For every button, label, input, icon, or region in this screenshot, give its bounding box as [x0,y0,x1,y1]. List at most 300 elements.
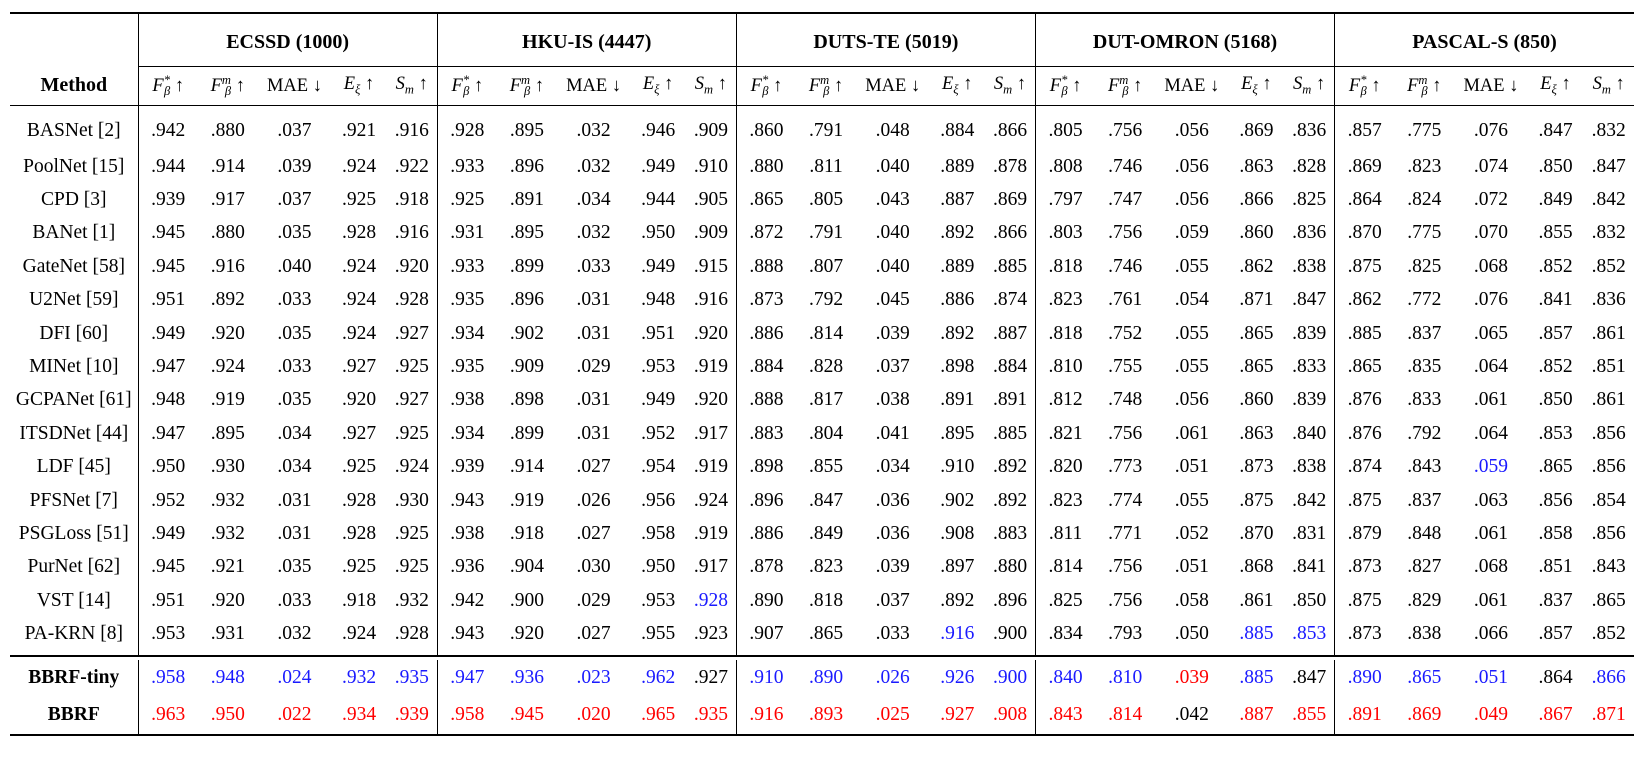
table-cell: .034 [875,456,910,478]
table-cell: .820 [1048,456,1083,478]
metric-header-cell: $E_\xi$ ↑ [941,74,973,97]
table-cell: .939 [387,697,437,735]
table-cell: .842 [1284,484,1334,517]
table-cell: .878 [749,556,784,578]
table-cell: .924 [341,289,377,311]
table-cell: .056 [1174,155,1209,177]
table-cell: .927 [686,660,736,697]
table-cell: .051 [1174,556,1209,578]
table-row [10,551,1634,584]
table-cell: .024 [277,667,312,689]
method-name: BASNet [2] [10,106,138,150]
metric-header-cell: MAE ↓ [1164,75,1220,96]
metric-header-cell: $S_m$ ↑ [985,67,1035,106]
table-cell: .870 [1347,222,1382,244]
table-row [10,617,1634,655]
table-cell: .838 [1407,623,1442,645]
table-cell: .927 [341,356,377,378]
table-cell: .921 [341,120,377,141]
table-cell: .916 [387,106,437,150]
table-cell: .756 [1108,556,1143,578]
table-cell: .850 [1538,389,1573,411]
table-cell: .952 [641,422,676,444]
table-cell: .892 [210,289,245,311]
table-row [10,350,1634,383]
table-cell: .916 [686,284,736,317]
table-cell: .932 [210,522,245,544]
method-name: ITSDNet [44] [10,417,138,450]
table-cell: .931 [450,222,485,244]
table-cell: .874 [985,284,1035,317]
table-cell: .910 [940,456,975,478]
table-cell: .951 [641,322,676,344]
table-cell: .884 [940,120,975,141]
table-cell: .869 [1347,155,1382,177]
table-cell: .890 [808,667,844,689]
dataset-header-row [10,14,1634,67]
table-cell: .902 [940,489,975,511]
table-cell: .805 [808,189,844,211]
table-cell: .899 [509,255,544,277]
table-cell: .068 [1473,255,1509,277]
table-cell: .963 [151,704,186,726]
table-cell: .803 [1048,222,1083,244]
table-cell: .843 [1591,556,1626,578]
table-cell: .866 [985,106,1035,150]
table-cell: .862 [1347,289,1382,311]
table-cell: .756 [1108,120,1143,141]
table-cell: .857 [1538,322,1573,344]
table-cell: .924 [341,322,377,344]
table-cell: .883 [985,517,1035,550]
metric-header-cell: $E_\xi$ ↑ [343,74,375,97]
table-cell: .896 [749,489,784,511]
table-cell: .920 [341,389,377,411]
table-cell: .831 [1284,517,1334,550]
table-cell: .823 [808,556,844,578]
table-cell: .919 [686,350,736,383]
table-cell: .039 [1174,667,1209,689]
table-cell: .027 [576,623,611,645]
table-cell: .885 [1347,322,1382,344]
table-cell: .945 [509,704,544,726]
table-cell: .807 [808,255,844,277]
metric-header-cell: $E_\xi$ ↑ [1540,74,1571,97]
table-cell: .910 [749,667,784,689]
table-cell: .051 [1174,456,1209,478]
table-cell: .837 [1538,589,1573,611]
table-cell: .920 [210,322,245,344]
table-cell: .853 [1538,422,1573,444]
table-cell: .918 [387,183,437,216]
table-cell: .812 [1048,389,1083,411]
table-cell: .875 [1347,255,1382,277]
table-cell: .902 [509,322,544,344]
table-cell: .947 [151,422,186,444]
table-cell: .850 [1284,584,1334,617]
table-cell: .833 [1284,350,1334,383]
table-cell: .904 [509,556,544,578]
table-row [10,183,1634,216]
method-name: PurNet [62] [10,551,138,584]
table-cell: .031 [576,322,611,344]
table-cell: .837 [1407,489,1442,511]
table-cell: .797 [1048,189,1083,211]
table-cell: .892 [940,222,975,244]
table-cell: .909 [509,356,544,378]
table-cell: .039 [875,322,910,344]
method-name: GCPANet [61] [10,384,138,417]
table-cell: .956 [641,489,676,511]
table-cell: .947 [151,356,186,378]
table-cell: .954 [641,456,676,478]
table-cell: .838 [1284,451,1334,484]
table-cell: .944 [151,155,186,177]
table-cell: .887 [1239,704,1274,726]
table-cell: .773 [1108,456,1143,478]
method-name: MINet [10] [10,350,138,383]
table-cell: .031 [277,522,312,544]
table-cell: .843 [1407,456,1442,478]
table-cell: .925 [387,551,437,584]
table-cell: .847 [808,489,844,511]
table-cell: .932 [387,584,437,617]
table-cell: .880 [749,155,784,177]
table-cell: .064 [1473,422,1509,444]
table-cell: .935 [387,660,437,697]
table-cell: .772 [1407,289,1442,311]
table-cell: .746 [1108,255,1143,277]
table-cell: .928 [387,617,437,655]
table-cell: .856 [1538,489,1573,511]
table-cell: .061 [1473,389,1509,411]
table-cell: .948 [641,289,676,311]
table-cell: .930 [387,484,437,517]
table-cell: .860 [749,120,784,141]
table-cell: .935 [686,697,736,735]
table-cell: .857 [1538,623,1573,645]
table-cell: .858 [1538,522,1573,544]
table-cell: .054 [1174,289,1209,311]
table-cell: .958 [641,522,676,544]
table-cell: .953 [641,356,676,378]
table-cell: .856 [1591,456,1626,478]
table-cell: .842 [1591,189,1626,211]
table-row [10,417,1634,450]
table-row [10,284,1634,317]
table-cell: .875 [1347,589,1382,611]
table-cell: .031 [576,389,611,411]
table-cell: .920 [387,250,437,283]
table-cell: .925 [341,456,377,478]
table-cell: .756 [1108,222,1143,244]
table-cell: .840 [1284,417,1334,450]
table-cell: .900 [509,589,544,611]
table-row [10,317,1634,350]
table-cell: .949 [641,389,676,411]
table-cell: .942 [450,589,485,611]
table-cell: .847 [1538,120,1573,141]
table-cell: .928 [341,522,377,544]
table-cell: .943 [450,623,485,645]
table-cell: .928 [341,222,377,244]
table-cell: .915 [686,250,736,283]
table-cell: .748 [1108,389,1143,411]
method-name: DFI [60] [10,317,138,350]
table-cell: .949 [151,322,186,344]
table-cell: .865 [1347,356,1382,378]
table-cell: .076 [1473,120,1509,141]
table-row [10,517,1634,550]
table-cell: .925 [341,556,377,578]
table-cell: .823 [1407,155,1442,177]
table-cell: .055 [1174,356,1209,378]
table-cell: .865 [749,189,784,211]
table-cell: .847 [1284,660,1334,697]
table-cell: .836 [1284,106,1334,150]
table-cell: .869 [985,183,1035,216]
table-cell: .026 [576,489,611,511]
comparison-table [10,12,1634,736]
table-cell: .892 [940,589,975,611]
dataset-header-duts-te: DUTS-TE (5019) [736,14,1035,67]
table-cell: .792 [808,289,844,311]
table-cell: .839 [1284,317,1334,350]
table-row [10,150,1634,183]
table-cell: .876 [1347,422,1382,444]
table-cell: .055 [1174,255,1209,277]
table-cell: .949 [641,155,676,177]
table-cell: .927 [940,704,975,726]
table-cell: .900 [985,660,1035,697]
table-cell: .916 [387,217,437,250]
table-cell: .039 [277,155,312,177]
table-cell: .025 [875,704,910,726]
table-cell: .023 [576,667,611,689]
table-cell: .935 [450,289,485,311]
table-cell: .824 [1407,189,1442,211]
table-cell: .868 [1239,556,1274,578]
table-cell: .880 [210,120,245,141]
table-cell: .920 [686,317,736,350]
table-cell: .043 [875,189,910,211]
table-cell: .056 [1174,389,1209,411]
table-cell: .883 [749,422,784,444]
dataset-header-hku-is: HKU-IS (4447) [437,14,736,67]
table-cell: .934 [450,322,485,344]
table-cell: .865 [1538,456,1573,478]
table-cell: .035 [277,556,312,578]
dataset-header-ecssd: ECSSD (1000) [138,14,437,67]
table-cell: .880 [985,551,1035,584]
table-cell: .070 [1473,222,1509,244]
table-cell: .034 [277,456,312,478]
table-cell: .811 [1048,522,1083,544]
metric-header-cell: $F^*_\beta$ ↑ [1348,72,1381,99]
table-cell: .951 [151,589,186,611]
table-cell: .958 [151,667,186,689]
table-cell: .856 [1591,422,1626,444]
table-cell: .052 [1174,522,1209,544]
table-cell: .810 [1048,356,1083,378]
table-cell: .072 [1473,189,1509,211]
table-cell: .908 [985,697,1035,735]
table-cell: .944 [641,189,676,211]
table-cell: .869 [1407,704,1442,726]
table-body [10,13,1634,736]
table-cell: .923 [686,617,736,655]
table-cell: .928 [341,489,377,511]
table-cell: .832 [1591,222,1626,244]
table-cell: .908 [940,522,975,544]
table-cell: .873 [1239,456,1274,478]
table-cell: .925 [450,189,485,211]
table-cell: .866 [1239,189,1274,211]
table-cell: .038 [875,389,910,411]
table-cell: .947 [450,667,485,689]
table-cell: .899 [509,422,544,444]
table-cell: .917 [210,189,245,211]
table-cell: .036 [875,522,910,544]
table-cell: .949 [151,522,186,544]
table-cell: .032 [277,623,312,645]
metric-header-cell: $F^*_\beta$ ↑ [451,72,484,99]
table-cell: .834 [1048,623,1083,645]
table-cell: .852 [1591,255,1626,277]
table-cell: .867 [1538,704,1573,726]
table-cell: .048 [875,120,910,141]
table-cell: .850 [1538,155,1573,177]
table-cell: .935 [450,356,485,378]
table-cell: .945 [151,556,186,578]
table-cell: .891 [509,189,544,211]
table-cell: .862 [1239,255,1274,277]
table-cell: .939 [151,189,186,211]
table-cell: .840 [1048,667,1083,689]
table-cell: .791 [808,120,844,141]
table-cell: .886 [749,322,784,344]
table-cell: .865 [1591,589,1626,611]
table-cell: .895 [509,120,544,141]
table-cell: .827 [1407,556,1442,578]
method-name: BANet [1] [10,217,138,250]
table-cell: .916 [749,704,784,726]
table-cell: .938 [450,522,485,544]
table-cell: .860 [1239,389,1274,411]
table-cell: .821 [1048,422,1083,444]
table-row [10,250,1634,283]
table-cell: .034 [576,189,611,211]
table-cell: .051 [1473,667,1509,689]
method-name: LDF [45] [10,451,138,484]
method-header-spacer [10,14,138,67]
table-cell: .029 [576,356,611,378]
table-cell: .933 [450,155,485,177]
table-cell: .914 [509,456,544,478]
table-cell: .039 [875,556,910,578]
table-row [10,484,1634,517]
table-cell: .919 [210,389,245,411]
table-cell: .775 [1407,222,1442,244]
table-cell: .852 [1538,255,1573,277]
table-cell: .857 [1347,120,1382,141]
table-cell: .771 [1108,522,1143,544]
metric-header-cell: $E_\xi$ ↑ [1241,74,1272,97]
table-cell: .924 [387,451,437,484]
metric-header-cell: $S_m$ ↑ [1592,74,1625,97]
table-cell: .914 [210,155,245,177]
table-cell: .884 [985,350,1035,383]
table-cell: .825 [1407,255,1442,277]
metric-header-cell: $E_\xi$ ↑ [642,74,674,97]
table-cell: .832 [1591,120,1626,141]
metric-header-row [10,67,1634,106]
table-cell: .926 [940,667,975,689]
table-cell: .955 [641,623,676,645]
table-cell: .928 [450,120,485,141]
table-cell: .040 [875,155,910,177]
table-cell: .885 [1239,667,1274,689]
table-cell: .895 [509,222,544,244]
table-cell: .808 [1048,155,1083,177]
table-cell: .833 [1407,389,1442,411]
table-cell: .847 [1591,155,1626,177]
table-cell: .869 [1239,120,1274,141]
table-cell: .020 [576,704,611,726]
table-cell: .890 [1347,667,1382,689]
table-cell: .930 [210,456,245,478]
table-cell: .836 [1284,217,1334,250]
table-cell: .811 [809,155,843,177]
metric-header-cell: $F^m_\beta$ ↑ [808,72,844,99]
metric-header-cell: MAE ↓ [1463,75,1519,96]
table-cell: .056 [1174,120,1209,141]
table-cell: .871 [1239,289,1274,311]
table-cell: .871 [1591,704,1626,726]
table-cell: .953 [641,589,676,611]
table-cell: .958 [450,704,485,726]
table-cell: .888 [749,255,784,277]
table-cell: .917 [686,551,736,584]
table-cell: .896 [509,155,544,177]
dataset-header-dut-omron: DUT-OMRON (5168) [1035,14,1334,67]
table-cell: .925 [387,417,437,450]
table-cell: .792 [1407,422,1442,444]
table-cell: .936 [450,556,485,578]
table-cell: .810 [1108,667,1143,689]
table-cell: .942 [151,120,186,141]
table-row [10,106,1634,150]
table-cell: .049 [1473,704,1509,726]
table-cell: .887 [940,189,975,211]
table-cell: .863 [1239,155,1274,177]
table-cell: .849 [808,522,844,544]
metric-header-cell: MAE ↓ [266,75,322,96]
table-cell: .064 [1473,356,1509,378]
table-cell: .924 [341,623,377,645]
table-cell: .900 [985,617,1035,655]
table-cell: .927 [387,317,437,350]
table-cell: .033 [277,356,312,378]
table-cell: .791 [808,222,844,244]
table-cell: .887 [985,317,1035,350]
table-cell: .907 [749,623,784,645]
table-cell: .036 [875,489,910,511]
table-cell: .058 [1174,589,1209,611]
table-cell: .033 [576,255,611,277]
table-cell: .892 [985,484,1035,517]
table-cell: .875 [1347,489,1382,511]
